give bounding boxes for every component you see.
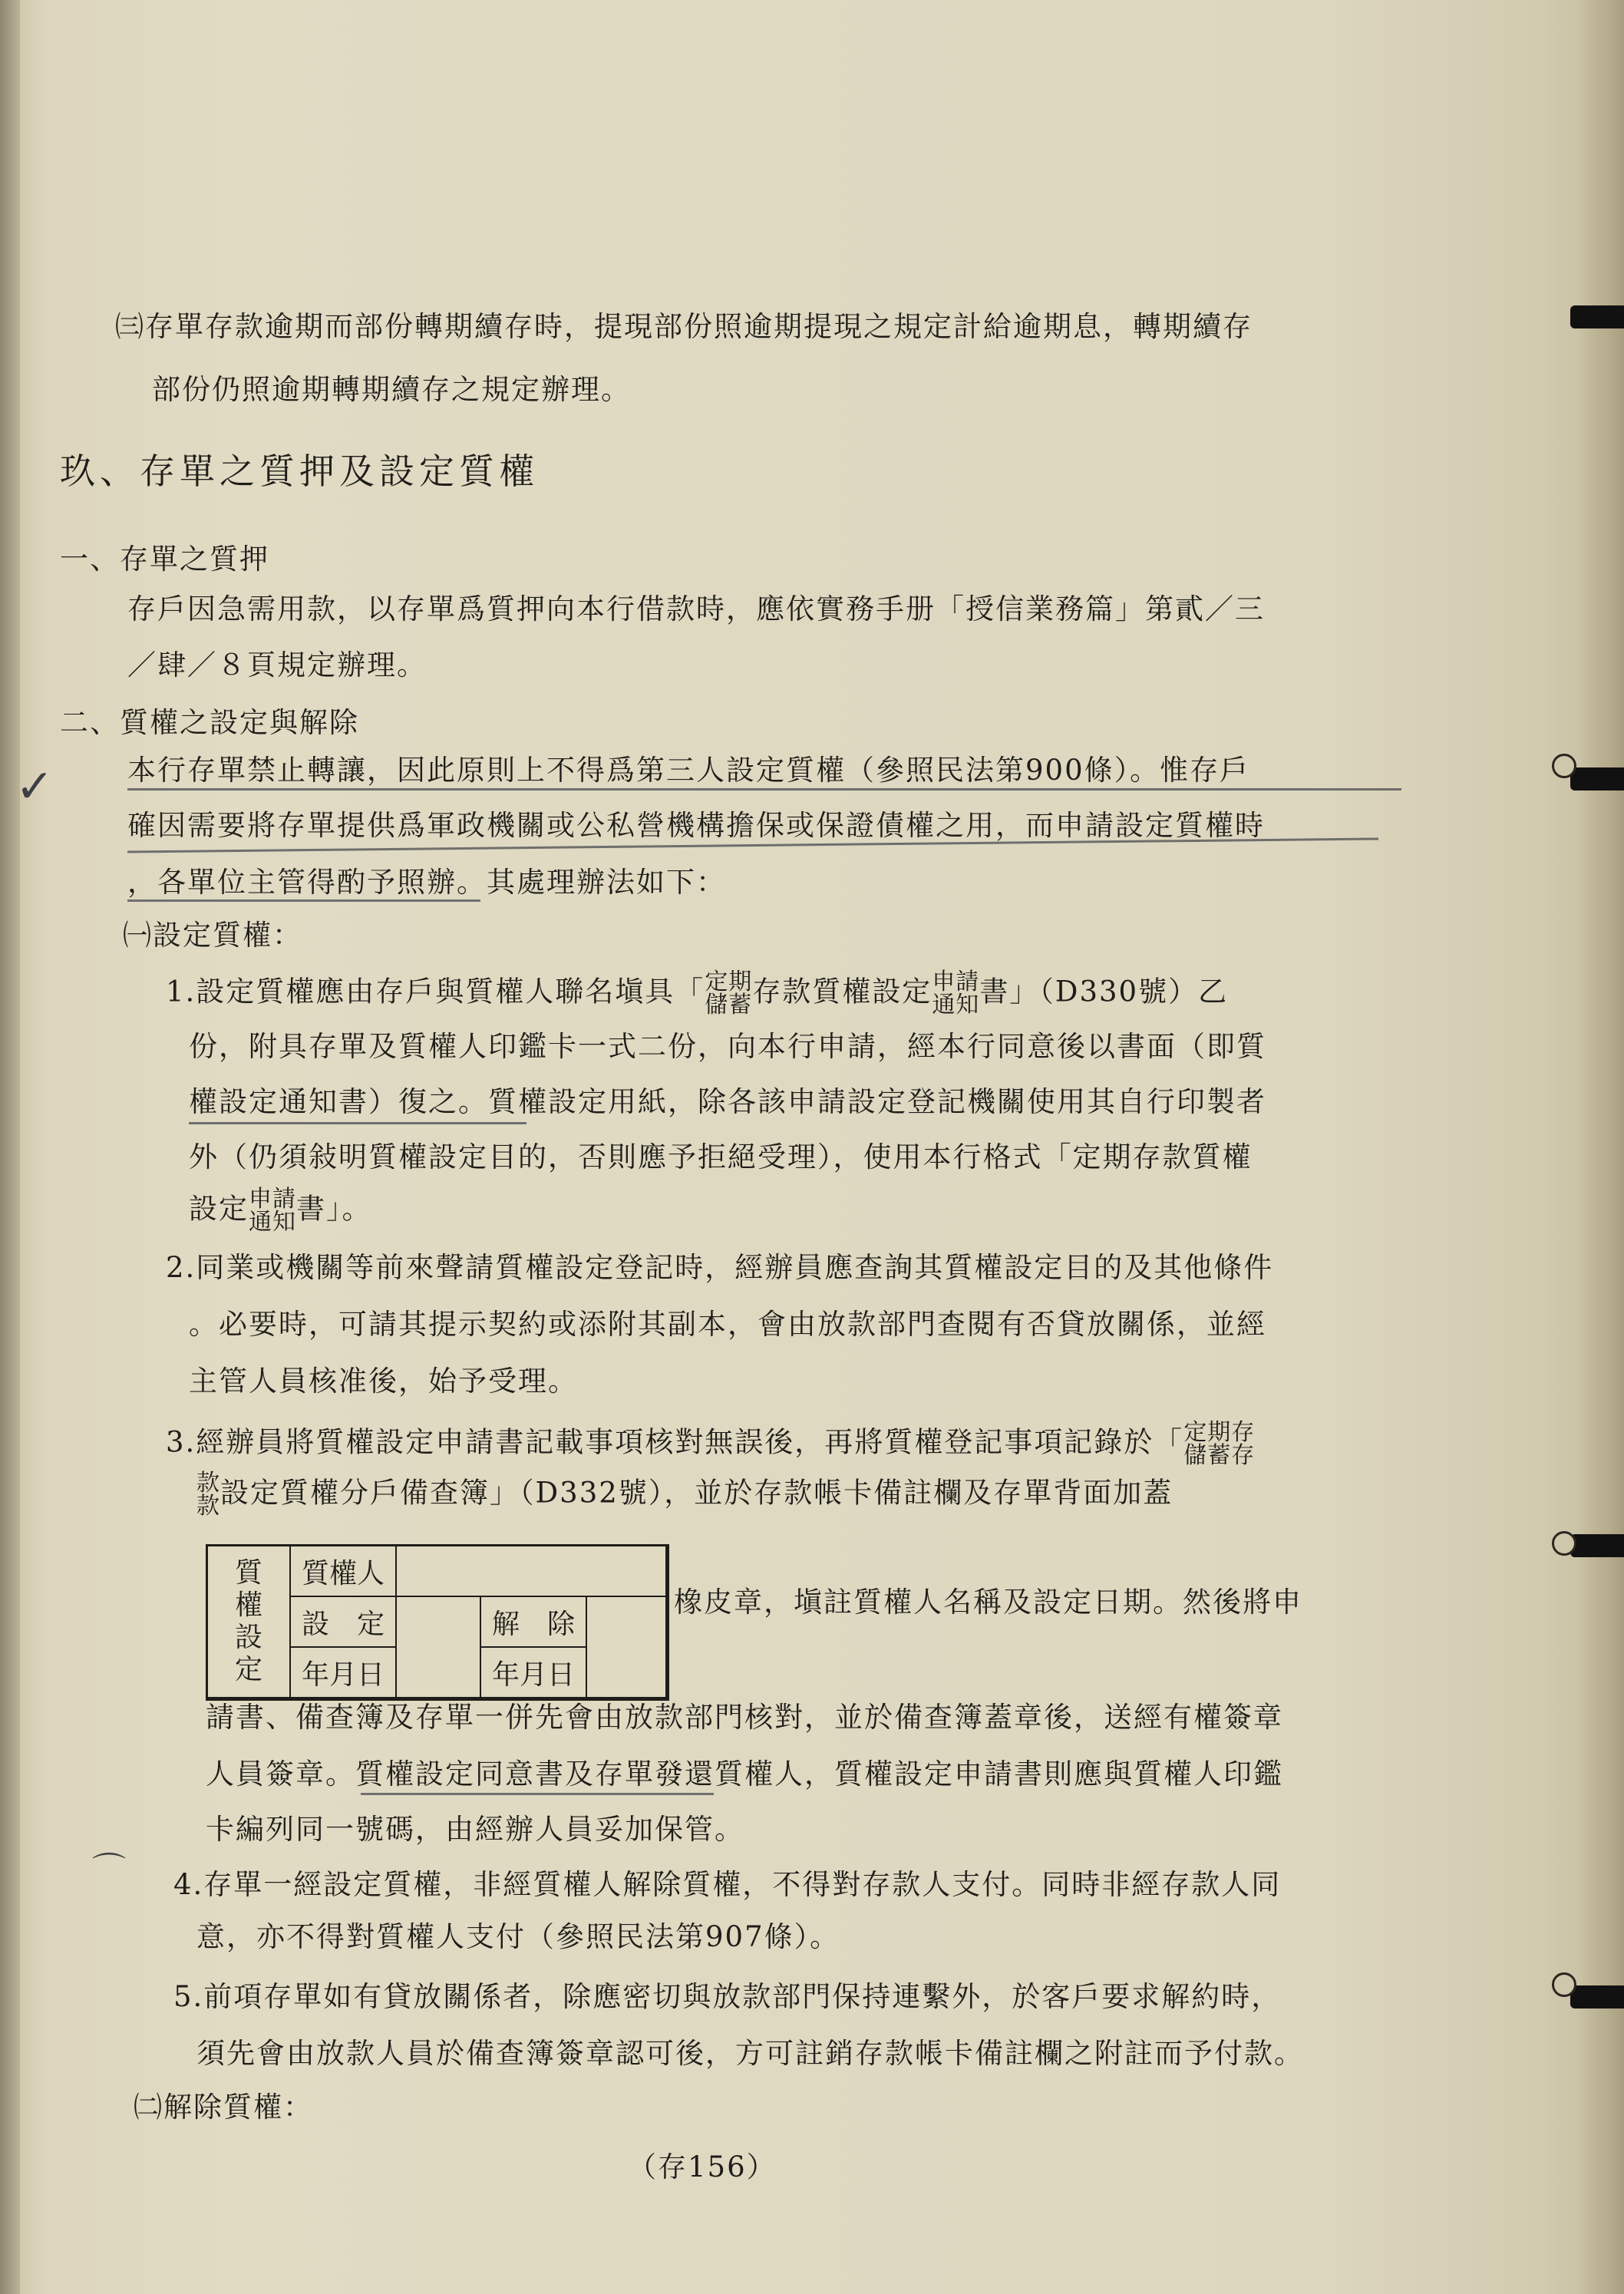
stacked-text [932,971,979,1017]
rubber-stamp-table [206,1544,669,1701]
text-line: 須先會由放款人員於備查簿簽章認可後，方可註銷存款帳卡備註欄之附註而予付款。 [196,2037,1304,2070]
stamp-pledgee-label: 質權人 [291,1546,397,1597]
paper-left-edge [0,0,20,2294]
hand-underline [189,1122,526,1124]
text-line: 4.存單一經設定質權，非經質權人解除質權，不得對存款人支付。同時非經存款人同 [173,1868,1282,1901]
stacked-text [249,1188,296,1234]
subsection-title: 一、存單之質押 [60,543,269,576]
text-span: 設定 [189,1192,249,1226]
text-span: 1.設定質權應由存戶與質權人聯名塡具「 [166,975,705,1008]
text-line: 權設定通知書）復之。質權設定用紙，除各該申請設定登記機關使用其自行印製者 [189,1085,1266,1118]
stamp-char: 質 [234,1557,262,1589]
text-line: 意，亦不得對質權人支付（參照民法第907條）。 [196,1920,840,1953]
text-line: 人員簽章。質權設定同意書及存單發還質權人，質權設定申請書則應與質權人印鑑 [206,1758,1283,1791]
stacked-bottom: 儲蓄存 [1183,1442,1256,1469]
text-line [166,1421,1255,1467]
stacked-bottom: 通知 [932,992,980,1018]
stacked-top: 款 [196,1470,220,1497]
text-line: 確因需要將存單提供爲軍政機關或公私營機構擔保或保證債權之用，而申請設定質權時 [127,809,1265,842]
text-line: 2.同業或機關等前來聲請質權設定登記時，經辦員應查詢其質權設定目的及其他條件 [166,1251,1274,1284]
text-line: 部份仍照逾期轉期續存之規定辦理。 [152,373,631,406]
text-line: 本行存單禁止轉讓，因此原則上不得爲第三人設定質權（參照民法第900條）。惟存戶 [127,754,1250,787]
hand-underline [127,788,1401,791]
paper-right-edge [1578,0,1624,2294]
hand-underline [361,1793,714,1795]
text-line [189,1188,372,1234]
text-line: 請書、備查簿及存單一併先會由放款部門核對，並於備查簿蓋章後，送經有權簽章 [206,1701,1283,1734]
stacked-top: 申請 [249,1186,296,1213]
text-span: 3.經辦員將質權設定申請書記載事項核對無誤後，再將質權登記事項記錄於「 [166,1425,1184,1459]
stacked-text [196,1472,220,1518]
text-line [166,971,1228,1017]
stacked-bottom: 通知 [249,1209,296,1236]
text-line: ㈢存單存款逾期而部份轉期續存時，提現部份照逾期提現之規定計給逾期息，轉期續存 [115,310,1253,343]
text-line: 主管人員核准後，始予受理。 [189,1365,578,1398]
stamp-char: 權 [234,1589,262,1621]
subsection-title: ㈠設定質權： [123,919,302,952]
binding-hole [1552,754,1576,778]
stamp-blank [397,1597,481,1698]
stamp-release-label: 解 除 [481,1597,587,1648]
stacked-bottom: 儲蓄 [705,992,753,1018]
text-span: 書」。 [296,1192,372,1226]
text-line: 外（仍須敍明質權設定目的，否則應予拒絕受理），使用本行格式「定期存款質權 [189,1140,1253,1173]
stamp-set-date: 年月日 [291,1648,397,1698]
text-line: ，各單位主管得酌予照辦。其處理辦法如下： [127,866,726,899]
text-span: 設定質權分戶備查簿」（D332號），並於存款帳卡備註欄及存單背面加蓋 [220,1476,1173,1510]
stacked-top: 申請 [932,969,980,995]
check-mark: ⌒ [92,1850,126,1890]
text-line: 橡皮章，塡註質權人名稱及設定日期。然後將申 [674,1586,1302,1619]
text-span: 書」（D330號）乙 [979,975,1229,1008]
text-line: ／肆／８頁規定辦理。 [127,649,427,682]
stamp-char: 定 [234,1654,262,1685]
subsection-title: ㈡解除質權： [134,2091,313,2124]
page-number: （存156） [628,2150,777,2183]
text-line: 卡編列同一號碼，由經辦人員妥加保管。 [206,1813,744,1846]
text-line: 。必要時，可請其提示契約或添附其副本，會由放款部門查閱有否貸放關係，並經 [189,1308,1266,1341]
text-span: 存款質權設定 [752,975,932,1008]
text-line: 5.前項存單如有貸放關係者，除應密切與放款部門保持連繫外，於客戶要求解約時， [173,1980,1282,2013]
stacked-top: 定期 [705,969,753,995]
stamp-vertical-label [208,1546,291,1698]
binding-hole [1552,1972,1576,1997]
stacked-bottom: 款 [196,1493,220,1520]
check-mark: ✓ [15,760,54,814]
stamp-char: 設 [234,1622,262,1653]
binding-tie [1570,1985,1624,2008]
section-heading: 玖、存單之質押及設定質權 [60,451,539,492]
binding-tie [1570,767,1624,791]
text-line: 存戶因急需用款，以存單爲質押向本行借款時，應依實務手册「授信業務篇」第貳／三 [127,592,1265,625]
binding-hole [1552,1531,1576,1556]
stacked-top: 定期存 [1183,1419,1256,1446]
subsection-title: 二、質權之設定與解除 [60,706,359,739]
binding-tie [1570,1534,1624,1557]
stacked-text [705,971,752,1017]
text-line: 份，附具存單及質權人印鑑卡一式二份，向本行申請，經本行同意後以書面（即質 [189,1030,1266,1063]
stamp-blank [587,1597,667,1698]
stamp-set-label: 設 定 [291,1597,397,1648]
binding-tie [1570,305,1624,328]
stamp-blank [397,1546,667,1597]
hand-underline [127,899,480,902]
text-line [196,1472,1173,1518]
stacked-text [1183,1421,1255,1467]
stamp-release-date: 年月日 [481,1648,587,1698]
